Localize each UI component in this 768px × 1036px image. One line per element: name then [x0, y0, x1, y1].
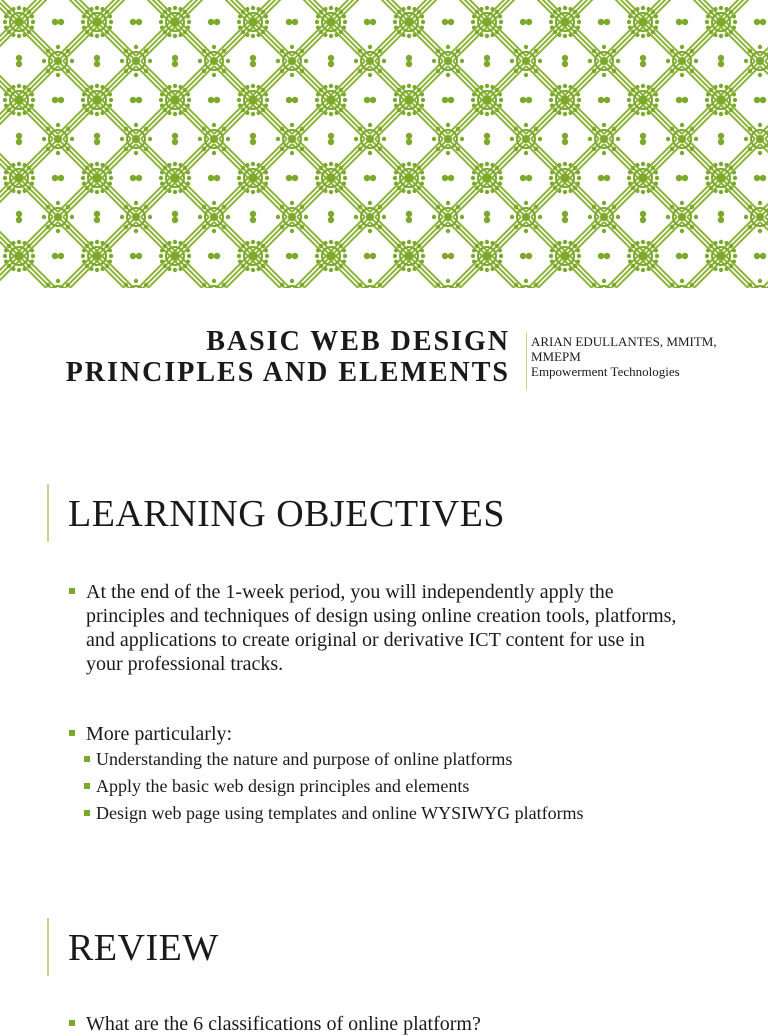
sub-item-text: Design web page using templates and online WYSIWYG platforms	[96, 803, 584, 823]
sub-list-item	[0, 800, 768, 827]
objective-text: At the end of the 1-week period, you will independently apply the principles and techniques of design using online creation tools, platforms, and applications to create original or derivative ICT content for use in your professional tracks.	[86, 581, 677, 675]
title-line-1: BASIC WEB DESIGN	[206, 326, 510, 357]
bullet-marker	[84, 810, 90, 816]
review-question: What are the 6 classifications of online platform?	[86, 1013, 481, 1035]
course-name: Empowerment Technologies	[531, 364, 680, 379]
bullet-marker	[69, 588, 75, 594]
objectives-list	[0, 580, 768, 676]
particular-label: More particularly:	[86, 723, 233, 745]
bullet-marker	[84, 756, 90, 762]
title-line-2: PRINCIPLES AND ELEMENTS	[65, 357, 510, 388]
particular-list	[0, 722, 768, 827]
bullet-marker	[84, 783, 90, 789]
sub-item-text: Understanding the nature and purpose of online platforms	[96, 749, 513, 769]
title-section	[0, 288, 768, 456]
review-heading-bar	[47, 918, 49, 976]
bullet-marker	[69, 1020, 75, 1026]
author-name-line-1: ARIAN EDULLANTES, MMITM,	[531, 334, 717, 349]
sub-list-item	[0, 773, 768, 800]
decorative-pattern-banner	[0, 0, 768, 288]
review-heading: REVIEW	[68, 927, 219, 969]
objectives-heading-bar	[47, 484, 49, 542]
review-list	[0, 1012, 768, 1036]
sub-item-text: Apply the basic web design principles and elements	[96, 776, 470, 796]
list-item	[0, 1012, 768, 1036]
bullet-marker	[69, 730, 75, 736]
sub-list-item	[0, 746, 768, 773]
objectives-heading: LEARNING OBJECTIVES	[68, 493, 505, 535]
list-item	[0, 722, 768, 746]
author-name-line-2: MMEPM	[531, 349, 581, 364]
author-info	[531, 334, 761, 379]
list-item	[0, 580, 768, 676]
title-divider	[526, 332, 527, 390]
presentation-title	[20, 326, 510, 388]
